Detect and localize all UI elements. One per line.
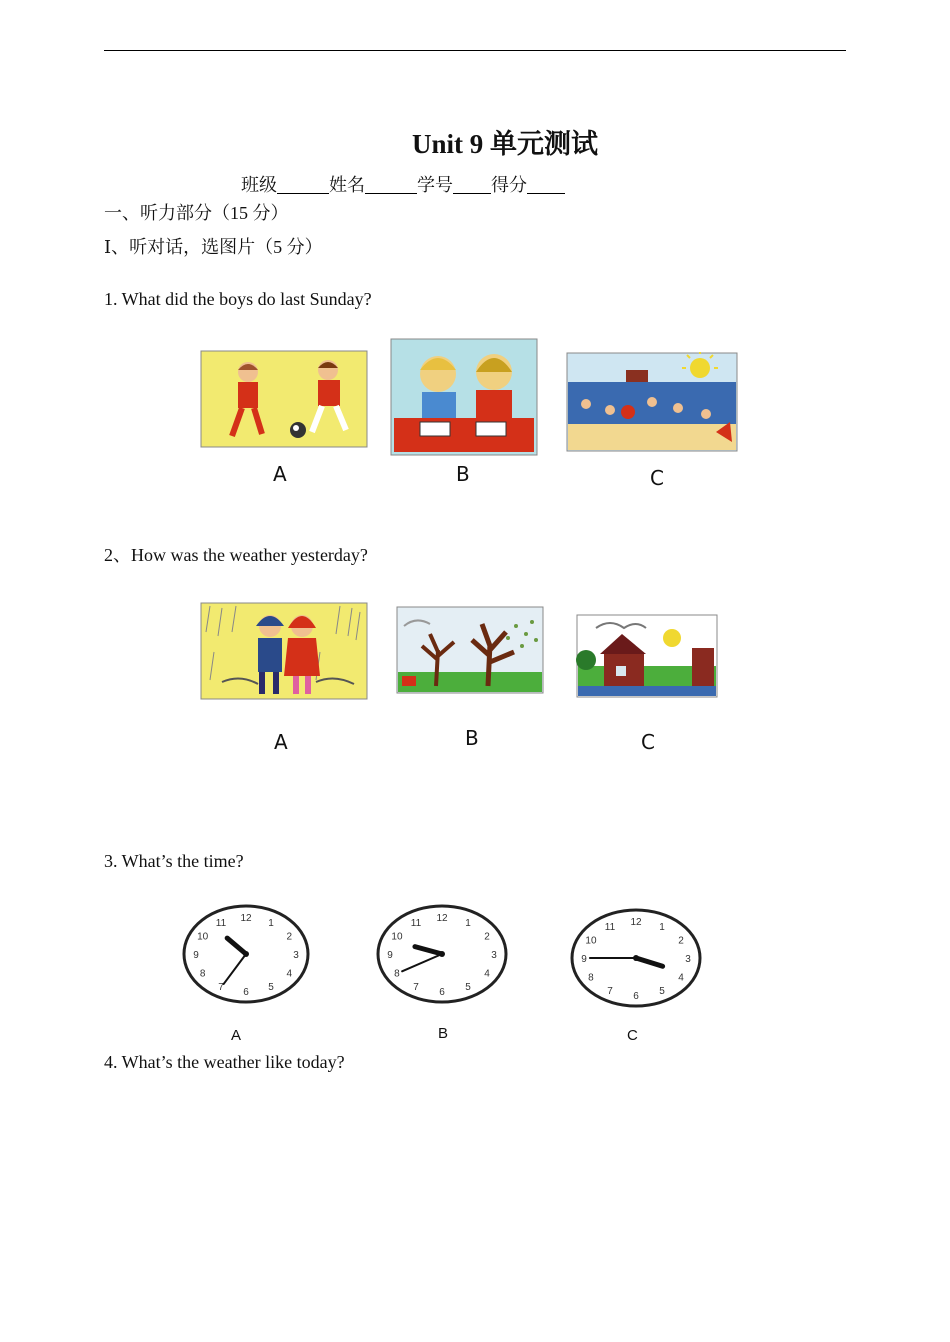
clock-numeral: 1 [268,917,274,929]
clock-numeral: 4 [484,968,490,980]
clock-numeral: 11 [410,917,422,929]
clock-numeral: 3 [685,954,691,965]
clock-numeral: 9 [581,954,587,965]
clock-numeral: 12 [240,913,252,924]
score-blank[interactable] [527,175,565,194]
question-1: 1. What did the boys do last Sunday? [104,289,372,309]
clock-numeral: 6 [439,987,445,998]
clock-center [633,955,639,961]
clock-numeral: 4 [678,972,684,984]
number-blank[interactable] [453,175,491,194]
q1-option-b-label: B [456,462,470,486]
question-4: 4. What’s the weather like today? [104,1052,345,1072]
q2-option-a-rainy-picture [200,602,368,700]
q2-option-a-label: A [274,730,288,754]
q3-option-b-clock [374,902,510,1006]
header-rule [104,50,846,51]
clock-numeral: 3 [491,950,497,961]
clock-numeral: 1 [659,921,665,933]
q3-option-b-label: B [438,1025,449,1042]
clock-numeral: 8 [588,972,594,984]
clock-numeral: 10 [585,935,597,947]
clock-numeral: 1 [465,917,471,929]
q3-option-c-label: C [627,1027,638,1044]
page-title: Unit 9 单元测试 [411,129,598,159]
q1-option-b-study-picture [390,338,538,456]
q3-option-a-clock [180,902,312,1006]
q3-option-c-clock [568,906,704,1010]
clock-numeral: 5 [268,982,274,994]
question-2: 2、How was the weather yesterday? [104,545,368,565]
clock-center [439,951,445,957]
q2-option-c-sunny-picture [576,614,718,698]
name-label: 姓名 [329,175,365,195]
class-label: 班级 [241,175,277,195]
class-blank[interactable] [277,175,329,194]
q1-option-a-label: A [273,462,287,486]
clock-numeral: 7 [218,982,224,994]
q1-option-c-beach-picture [566,352,738,452]
clock-numeral: 8 [394,968,400,980]
q1-option-c-label: C [650,466,664,490]
clock-numeral: 5 [659,986,665,998]
clock-numeral: 7 [413,982,419,994]
q2-option-b-label: B [465,726,479,750]
clock-numeral: 2 [286,931,293,943]
clock-numeral: 6 [243,987,249,998]
number-label: 学号 [417,175,453,195]
clock-numeral: 12 [436,913,448,924]
clock-numeral: 4 [286,968,293,980]
score-label: 得分 [491,175,527,195]
clock-numeral: 11 [604,921,616,933]
name-blank[interactable] [365,175,417,194]
clock-numeral: 10 [197,931,209,943]
section-heading: 一、听力部分（15 分） [104,203,289,223]
clock-numeral: 8 [199,968,206,980]
clock-numeral: 7 [607,986,613,998]
clock-numeral: 3 [293,950,299,961]
clock-numeral: 9 [387,950,393,961]
q2-option-b-windy-picture [396,606,544,694]
part-heading: Ⅰ、听对话，选图片（5 分） [104,237,323,257]
clock-numeral: 11 [215,917,227,929]
clock-numeral: 2 [678,935,684,947]
q3-option-a-label: A [231,1027,242,1044]
q2-option-c-label: C [641,730,655,754]
question-3: 3. What’s the time? [104,851,244,871]
clock-numeral: 5 [465,982,471,994]
clock-numeral: 10 [391,931,403,943]
clock-numeral: 6 [633,991,639,1002]
student-info-line [241,171,565,197]
clock-numeral: 9 [193,950,199,961]
clock-numeral: 2 [484,931,490,943]
q1-option-a-soccer-picture [200,350,368,448]
clock-center [243,951,249,957]
clock-numeral: 12 [630,917,642,928]
